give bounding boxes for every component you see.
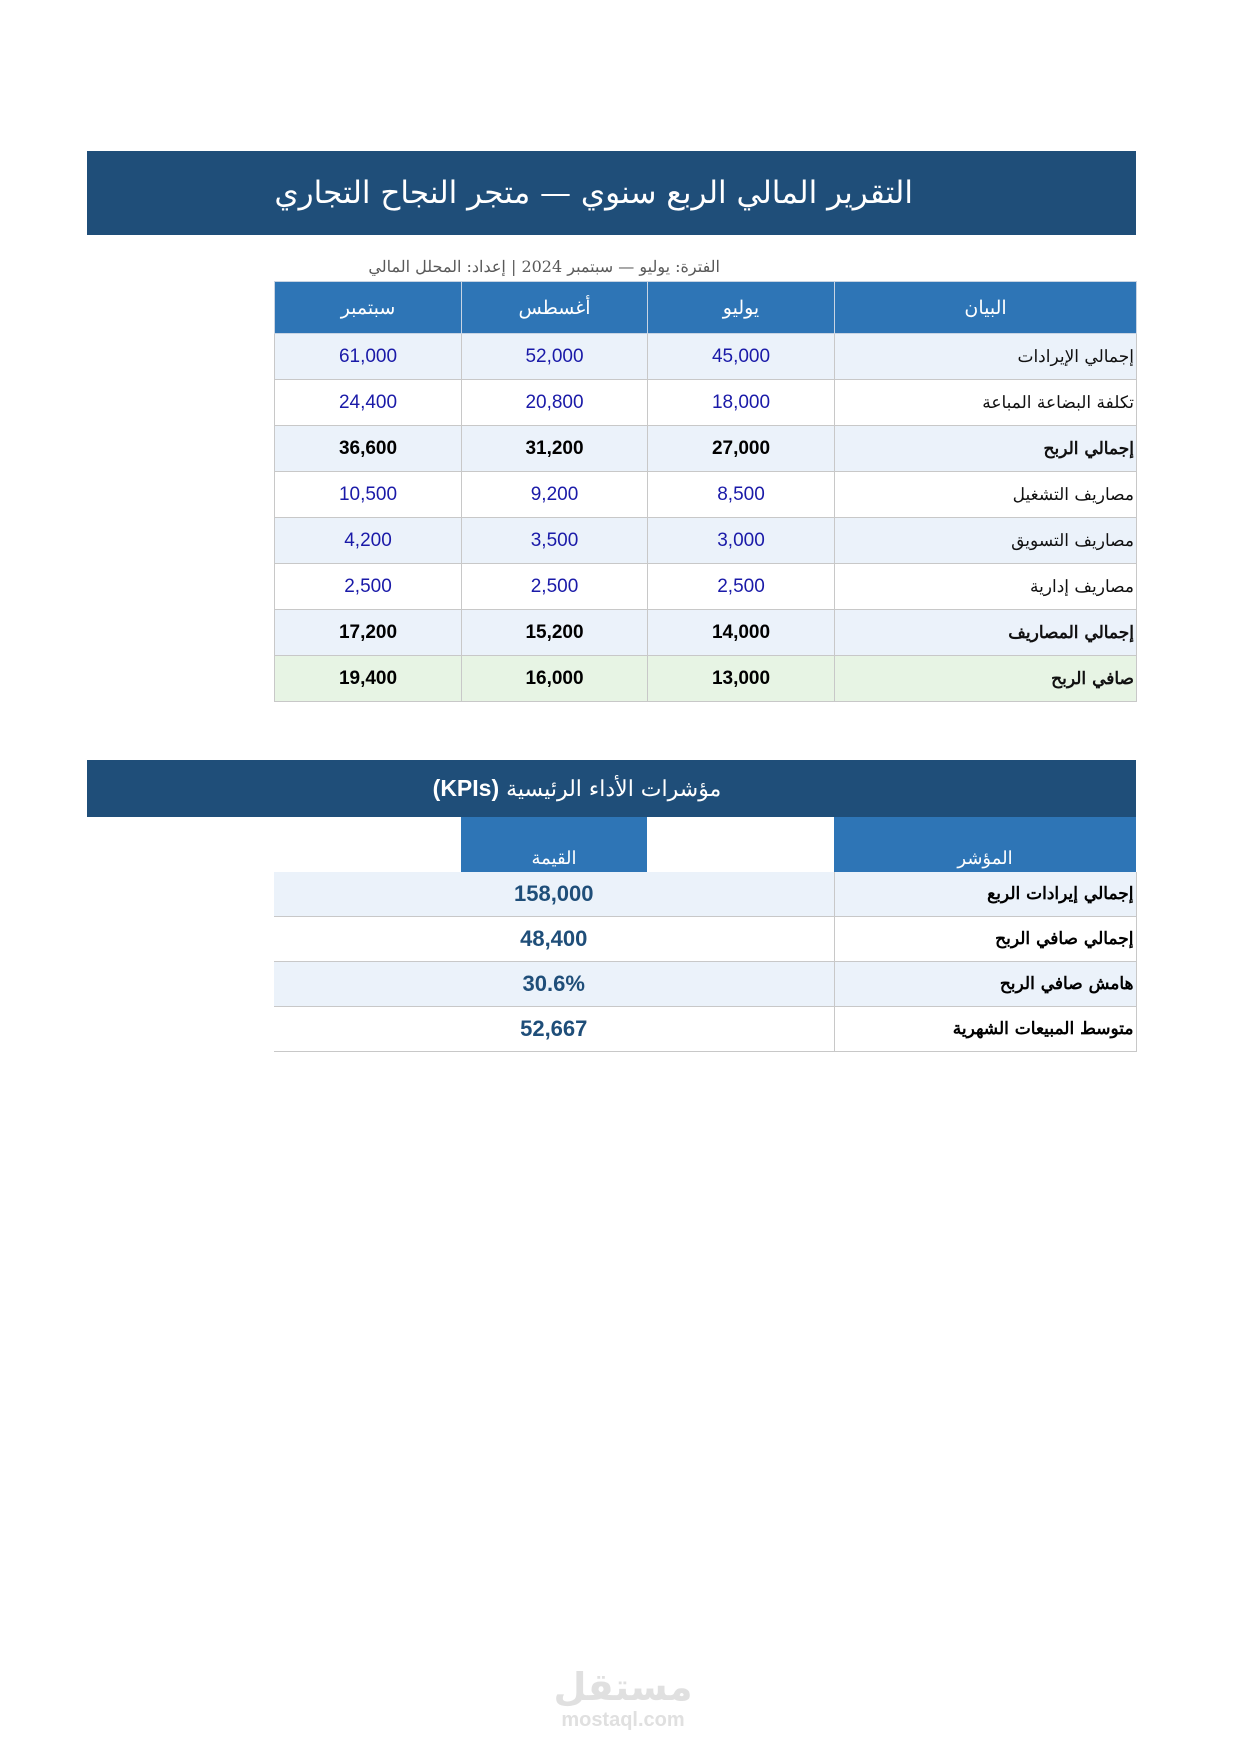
kpi-title-abbrev: (KPIs) (432, 775, 500, 801)
kpi-label: متوسط المبيعات الشهرية (834, 1007, 1136, 1052)
cell-value: 4,200 (275, 518, 462, 564)
cell-value: 18,000 (648, 380, 835, 426)
cell-value: 24,400 (275, 380, 462, 426)
kpi-col-header-value: القيمة (461, 817, 647, 872)
row-label: تكلفة البضاعة المباعة (835, 380, 1137, 426)
kpi-row-net-profit (274, 917, 1136, 962)
row-label: إجمالي المصاريف (835, 610, 1137, 656)
kpi-value: 158,000 (274, 872, 834, 917)
row-label: مصاريف التشغيل (835, 472, 1137, 518)
col-header-item: البيان (835, 282, 1137, 334)
watermark-latin: mostaql.com (561, 1709, 685, 1731)
kpi-row-net-margin (274, 962, 1136, 1007)
cell-value: 31,200 (462, 426, 648, 472)
report-subtitle: الفترة: يوليو — سبتمبر 2024 | إعداد: المحلل المالي (368, 257, 720, 276)
cell-value: 13,000 (648, 656, 835, 702)
col-header-august: أغسطس (462, 282, 648, 334)
cell-value: 20,800 (462, 380, 648, 426)
cell-value: 14,000 (648, 610, 835, 656)
table-row-marketing-expenses (275, 518, 1137, 564)
kpi-label: إجمالي إيرادات الربع (834, 872, 1136, 917)
table-row-admin-expenses (275, 564, 1137, 610)
kpi-label: إجمالي صافي الربح (834, 917, 1136, 962)
cell-value: 36,600 (275, 426, 462, 472)
cell-value: 19,400 (275, 656, 462, 702)
table-row-net-profit (275, 656, 1137, 702)
cell-value: 45,000 (648, 334, 835, 380)
cell-value: 8,500 (648, 472, 835, 518)
row-label: إجمالي الإيرادات (835, 334, 1137, 380)
report-title: التقرير المالي الربع سنوي — متجر النجاح التجاري (274, 175, 913, 211)
kpi-value: 52,667 (274, 1007, 834, 1052)
row-label: إجمالي الربح (835, 426, 1137, 472)
kpi-value: 30.6% (274, 962, 834, 1007)
row-label: مصاريف إدارية (835, 564, 1137, 610)
cell-value: 61,000 (275, 334, 462, 380)
kpi-section-title (377, 760, 777, 817)
kpi-section-banner (87, 760, 1136, 817)
watermark-arabic: مستقل (553, 1665, 693, 1709)
kpi-row-avg-monthly-sales (274, 1007, 1136, 1052)
report-title-banner (87, 151, 1136, 235)
cell-value: 16,000 (462, 656, 648, 702)
cell-value: 2,500 (275, 564, 462, 610)
row-label: صافي الربح (835, 656, 1137, 702)
cell-value: 2,500 (648, 564, 835, 610)
table-row-gross-profit (275, 426, 1137, 472)
cell-value: 15,200 (462, 610, 648, 656)
table-header-row (275, 282, 1137, 334)
cell-value: 3,500 (462, 518, 648, 564)
table-row-total-expenses (275, 610, 1137, 656)
table-row-total-revenue (275, 334, 1137, 380)
col-header-september: سبتمبر (275, 282, 462, 334)
cell-value: 9,200 (462, 472, 648, 518)
kpi-title-arabic: مؤشرات الأداء الرئيسية (506, 777, 722, 802)
table-row-cogs (275, 380, 1137, 426)
kpi-header-row (274, 817, 1136, 872)
row-label: مصاريف التسويق (835, 518, 1137, 564)
kpi-label: هامش صافي الربح (834, 962, 1136, 1007)
cell-value: 17,200 (275, 610, 462, 656)
mostaql-watermark (548, 1665, 698, 1731)
income-statement-table (274, 281, 1137, 702)
kpi-row-quarter-revenue (274, 872, 1136, 917)
cell-value: 2,500 (462, 564, 648, 610)
col-header-july: يوليو (648, 282, 835, 334)
cell-value: 3,000 (648, 518, 835, 564)
kpi-value: 48,400 (274, 917, 834, 962)
kpi-col-header-indicator: المؤشر (834, 817, 1136, 872)
table-row-operating-expenses (275, 472, 1137, 518)
kpi-table (274, 817, 1137, 1052)
cell-value: 52,000 (462, 334, 648, 380)
cell-value: 27,000 (648, 426, 835, 472)
cell-value: 10,500 (275, 472, 462, 518)
